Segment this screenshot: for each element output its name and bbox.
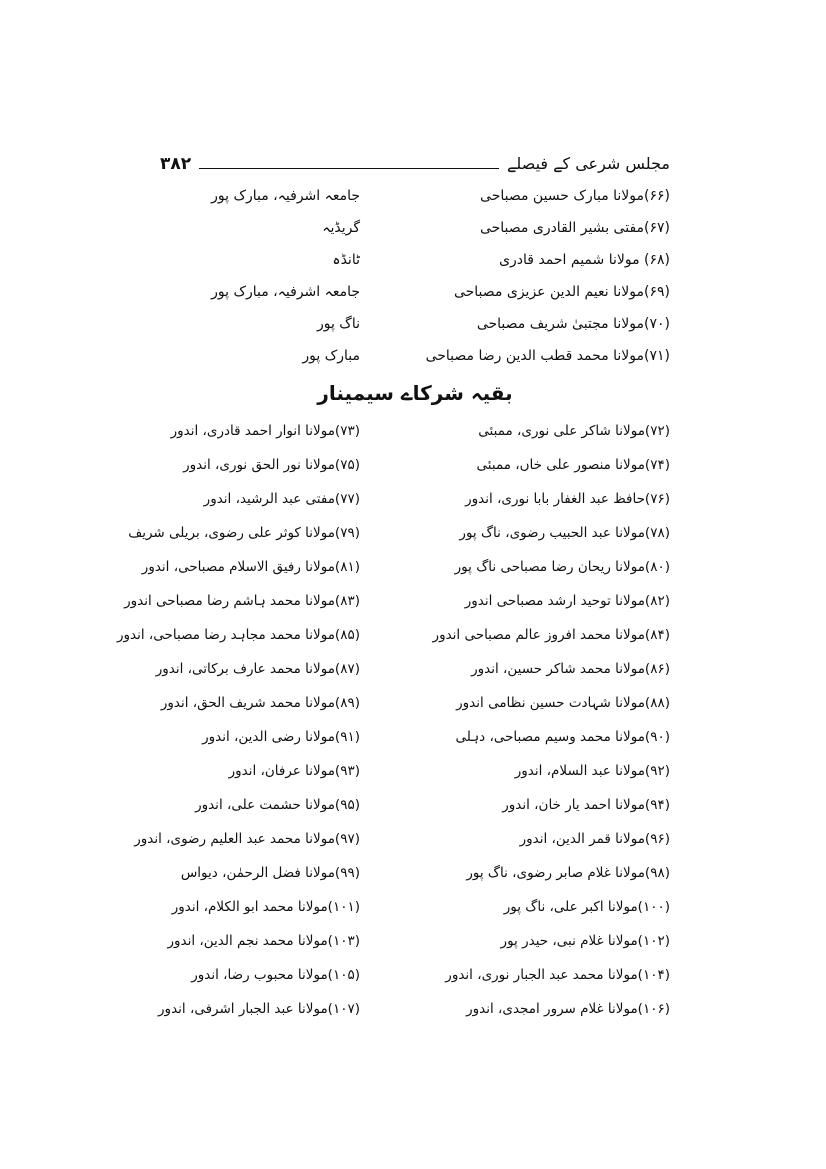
list-item [160,212,670,244]
participant-entry: (۷۶)حافظ عبد الغفار بابا نوری، اندور [465,491,670,507]
participant-entry: (۷۲)مولانا شاکر علی نوری، ممبئی [478,423,670,439]
list-item [160,340,670,372]
participant-entry: (۸۴)مولانا محمد افروز عالم مصباحی اندور [432,627,670,643]
participant-name: (۶۶)مولانا مبارک حسین مصباحی [480,188,670,204]
participant-name: (۶۸) مولانا شمیم احمد قادری [499,252,670,268]
participant-name: (۶۹)مولانا نعیم الدین عزیزی مصباحی [453,284,670,300]
participant-name: (۶۷)مفتی بشیر القادری مصباحی [479,220,670,236]
running-title: مجلس شرعی کے فیصلے [507,154,670,173]
participant-entry: (۸۸)مولانا شہادت حسین نظامی اندور [456,695,670,711]
participant-place: ٹانڈہ [332,252,360,268]
participant-name: (۷۱)مولانا محمد قطب الدین رضا مصباحی [425,348,670,364]
participant-entry: (۱۰۲)مولانا غلام نبی، حیدر پور [500,933,670,949]
participant-entry: (۹۸)مولانا غلام صابر رضوی، ناگ پور [466,865,670,881]
participant-entry: (۹۶)مولانا قمر الدین، اندور [519,831,670,847]
participant-entry: (۸۰)مولانا ریحان رضا مصباحی ناگ پور [454,559,670,575]
participant-entry: (۷۴)مولانا منصور علی خاں، ممبئی [476,457,670,473]
participant-entry: (۸۳)مولانا محمد ہاشم رضا مصباحی اندور [124,593,360,609]
list-item [160,276,670,308]
list-item [160,308,670,340]
participant-entry: (۷۵)مولانا نور الحق نوری، اندور [183,457,360,473]
participant-entry: (۸۷)مولانا محمد عارف برکاتی، اندور [155,661,360,677]
participant-entry: (۷۸)مولانا عبد الحبیب رضوی، ناگ پور [459,525,670,541]
participant-entry: (۷۹)مولانا کوثر علی رضوی، بریلی شریف [128,525,360,541]
participant-entry: (۹۰)مولانا محمد وسیم مصباحی، دہلی [455,729,670,745]
participant-name: (۷۰)مولانا مجتبیٰ شریف مصباحی [476,316,670,332]
participant-list-top [160,180,670,372]
participant-entry: (۸۱)مولانا رفیق الاسلام مصباحی، اندور [141,559,360,575]
participant-entry: (۹۲)مولانا عبد السلام، اندور [514,763,670,779]
participant-place: مبارک پور [302,348,360,364]
participant-place: جامعہ اشرفیہ، مبارک پور [211,188,360,204]
participant-place: ناگ پور [316,316,360,332]
participant-entry: (۹۴)مولانا احمد یار خان، اندور [502,797,670,813]
participant-grid [117,414,670,1026]
participant-entry: (۹۱)مولانا رضی الدین، اندور [202,729,360,745]
participant-entry: (۱۰۱)مولانا محمد ابو الکلام، اندور [171,899,360,915]
participant-entry: (۱۰۶)مولانا غلام سرور امجدی، اندور [466,1001,670,1017]
page-header [160,148,670,174]
participant-entry: (۸۵)مولانا محمد مجاہد رضا مصباحی، اندور [117,627,360,643]
participant-place: جامعہ اشرفیہ، مبارک پور [211,284,360,300]
participant-entry: (۹۵)مولانا حشمت علی، اندور [195,797,360,813]
list-item [160,244,670,276]
participant-entry: (۸۲)مولانا توحید ارشد مصباحی اندور [464,593,670,609]
participant-entry: (۸۹)مولانا محمد شریف الحق، اندور [160,695,360,711]
page-number: ۳۸۲ [160,154,192,174]
participant-entry: (۱۰۷)مولانا عبد الجبار اشرفی، اندور [158,1001,360,1017]
list-item [160,180,670,212]
participant-entry: (۸۶)مولانا محمد شاکر حسین، اندور [471,661,670,677]
header-rule [199,168,499,169]
participant-entry: (۷۳)مولانا انوار احمد قادری، اندور [170,423,360,439]
section-heading: بقیہ شرکاے سیمینار [317,381,513,405]
participant-place: گریڈیہ [322,220,360,236]
participant-entry: (۹۳)مولانا عرفان، اندور [228,763,360,779]
participant-entry: (۷۷)مفتی عبد الرشید، اندور [203,491,360,507]
participant-entry: (۱۰۴)مولانا محمد عبد الجبار نوری، اندور [445,967,670,983]
participant-entry: (۱۰۳)مولانا محمد نجم الدین، اندور [167,933,360,949]
participant-entry: (۹۹)مولانا فضل الرحمٰن، دیواس [180,865,360,881]
participant-entry: (۹۷)مولانا محمد عبد العلیم رضوی، اندور [134,831,360,847]
participant-entry: (۱۰۰)مولانا اکبر علی، ناگ پور [503,899,670,915]
participant-entry: (۱۰۵)مولانا محبوب رضا، اندور [191,967,360,983]
